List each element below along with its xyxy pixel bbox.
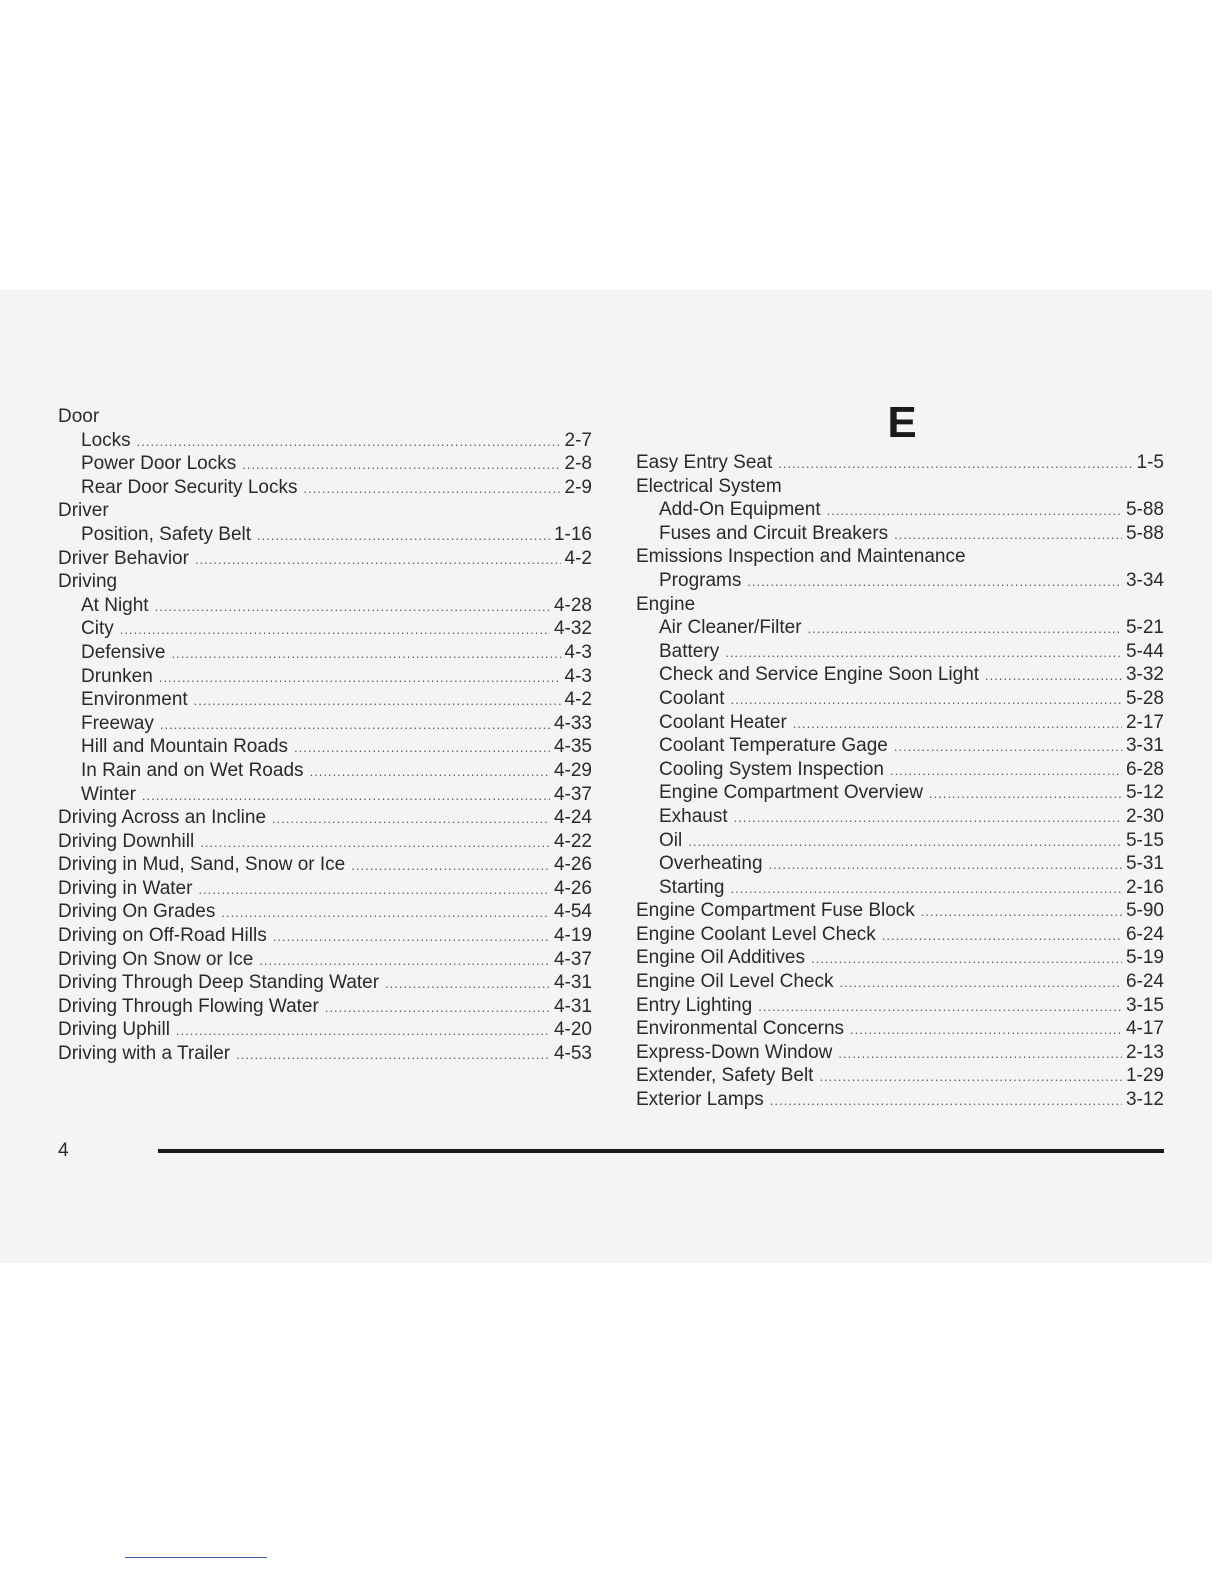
entry-page-ref: 1-16 [553, 523, 592, 545]
dot-leader [120, 618, 550, 642]
entry-page-ref: 4-2 [564, 547, 592, 569]
dot-leader [840, 971, 1122, 995]
entry-page-ref: 4-28 [553, 594, 592, 616]
dot-leader [758, 995, 1122, 1019]
entry-page-ref: 5-28 [1125, 687, 1164, 709]
dot-leader [257, 524, 550, 548]
entry-label: Driving On Snow or Ice [58, 948, 254, 970]
entry-label: Easy Entry Seat [636, 452, 773, 473]
dot-leader [793, 712, 1122, 736]
entry-label: Extender, Safety Belt [636, 1065, 814, 1087]
dot-leader [747, 570, 1122, 594]
entry-label: Environment [81, 689, 188, 711]
index-subentry [58, 712, 592, 736]
index-entry [636, 475, 1164, 499]
entry-page-ref: 2-17 [1125, 711, 1164, 733]
entry-label: Driving in Water [58, 877, 193, 899]
entry-label: Engine Oil Additives [636, 947, 805, 969]
index-subentry [636, 640, 1164, 664]
dot-leader [303, 477, 560, 501]
index-entry [58, 971, 592, 995]
dot-leader [236, 1043, 550, 1067]
entry-page-ref: 3-31 [1125, 735, 1164, 757]
dot-leader [259, 949, 550, 973]
entry-page-ref: 6-24 [1125, 923, 1164, 945]
entry-label: Freeway [81, 712, 154, 734]
entry-label: Check and Service Engine Soon Light [659, 664, 980, 686]
index-subentry [58, 476, 592, 500]
dot-leader [221, 901, 550, 925]
entry-page-ref: 4-3 [564, 665, 592, 687]
dot-leader [894, 735, 1122, 759]
entry-label: Hill and Mountain Roads [81, 736, 289, 758]
entry-page-ref: 5-31 [1125, 853, 1164, 875]
dot-leader [929, 782, 1122, 806]
entry-label: Engine Compartment Overview [659, 782, 923, 804]
entry-label: Driving with a Trailer [58, 1043, 231, 1065]
entry-label: Drunken [81, 665, 153, 687]
entry-page-ref: 4-24 [553, 807, 592, 829]
entry-label: Rear Door Security Locks [81, 476, 298, 498]
dot-leader [142, 784, 550, 808]
entry-label: Emissions Inspection and Maintenance [636, 546, 966, 568]
dot-leader [200, 831, 550, 855]
index-entry [58, 1018, 592, 1042]
index-subentry [58, 735, 592, 759]
index-subentry [58, 452, 592, 476]
entry-label: Driving On Grades [58, 901, 216, 923]
entry-page-ref: 5-44 [1125, 640, 1164, 662]
entry-label: Oil [659, 829, 683, 851]
entry-page-ref: 2-7 [564, 429, 592, 451]
entry-page-ref: 4-19 [553, 925, 592, 947]
entry-label: Driving on Off-Road Hills [58, 925, 267, 947]
index-subentry [58, 759, 592, 783]
index-subentry [636, 781, 1164, 805]
index-entry [58, 499, 592, 523]
dot-leader [310, 760, 550, 784]
index-subentry [58, 429, 592, 453]
entry-label: Programs [659, 569, 742, 591]
page-number: 4 [58, 1140, 69, 1161]
index-entry [636, 1064, 1164, 1088]
entry-label: Driving [58, 571, 118, 593]
dot-leader [850, 1018, 1122, 1042]
entry-label: Engine Compartment Fuse Block [636, 900, 915, 922]
dot-leader [294, 736, 550, 760]
entry-label: Driving in Mud, Sand, Snow or Ice [58, 854, 346, 876]
entry-page-ref: 4-3 [564, 641, 592, 663]
index-entry [636, 1041, 1164, 1065]
index-subentry [636, 829, 1164, 853]
entry-label: Coolant Temperature Gage [659, 735, 888, 757]
entry-page-ref: 4-32 [553, 618, 592, 640]
dot-leader [195, 548, 561, 572]
index-entry [58, 900, 592, 924]
index-subentry [636, 498, 1164, 522]
entry-label: Environmental Concerns [636, 1018, 845, 1040]
entry-page-ref: 4-35 [553, 736, 592, 758]
entry-page-ref: 2-30 [1125, 805, 1164, 827]
index-subentry [636, 569, 1164, 593]
dot-leader [159, 666, 561, 690]
entry-label: Fuses and Circuit Breakers [659, 522, 889, 544]
dot-leader [198, 878, 550, 902]
index-entry [636, 545, 1164, 569]
entry-label: Overheating [659, 853, 763, 875]
entry-page-ref: 6-24 [1125, 971, 1164, 993]
index-subentry [58, 523, 592, 547]
index-entry [58, 877, 592, 901]
dot-leader [734, 806, 1122, 830]
entry-label: Defensive [81, 641, 166, 663]
entry-label: At Night [81, 594, 149, 616]
entry-page-ref: 2-9 [564, 476, 592, 498]
index-entry [58, 853, 592, 877]
dot-leader [921, 900, 1122, 924]
dot-leader [176, 1019, 550, 1043]
entry-label: City [81, 618, 114, 640]
entry-page-ref: 4-2 [564, 689, 592, 711]
index-subentry [58, 665, 592, 689]
entry-label: Driving Through Flowing Water [58, 995, 319, 1017]
index-subentry [58, 783, 592, 807]
dot-leader [731, 688, 1122, 712]
entry-page-ref: 4-22 [553, 830, 592, 852]
index-subentry [636, 734, 1164, 758]
entry-label: Electrical System [636, 475, 782, 497]
dot-leader [819, 1065, 1122, 1089]
entry-page-ref: 4-29 [553, 759, 592, 781]
index-subentry [58, 641, 592, 665]
index-subentry [58, 594, 592, 618]
index-subentry [636, 876, 1164, 900]
index-entry [58, 1042, 592, 1066]
index-entry [58, 830, 592, 854]
index-entry [58, 405, 592, 429]
dot-leader [155, 595, 550, 619]
entry-page-ref: 5-88 [1125, 522, 1164, 544]
entry-label: Express-Down Window [636, 1041, 833, 1063]
entry-label: Driver Behavior [58, 547, 189, 569]
index-entry [636, 994, 1164, 1018]
index-entry [58, 948, 592, 972]
index-entry [58, 995, 592, 1019]
entry-page-ref: 1-29 [1125, 1065, 1164, 1087]
index-entry [636, 923, 1164, 947]
dot-leader [778, 452, 1132, 476]
entry-label: Exterior Lamps [636, 1089, 764, 1111]
entry-label: Coolant [659, 687, 725, 709]
entry-label: Driver [58, 500, 109, 522]
dot-leader [894, 523, 1122, 547]
entry-label: Battery [659, 640, 720, 662]
entry-page-ref: 4-20 [553, 1019, 592, 1041]
entry-label: Driving Uphill [58, 1019, 170, 1041]
entry-page-ref: 5-21 [1125, 617, 1164, 639]
index-subentry [636, 852, 1164, 876]
index-subentry [636, 616, 1164, 640]
dot-leader [194, 689, 561, 713]
dot-leader [769, 853, 1122, 877]
index-entry [58, 570, 592, 594]
dot-leader [811, 947, 1122, 971]
entry-page-ref: 2-16 [1125, 876, 1164, 898]
dot-leader [827, 499, 1122, 523]
index-entry [636, 899, 1164, 923]
entry-page-ref: 4-31 [553, 972, 592, 994]
dot-leader [725, 641, 1122, 665]
index-entry [58, 806, 592, 830]
entry-page-ref: 5-88 [1125, 499, 1164, 521]
entry-label: Position, Safety Belt [81, 523, 252, 545]
entry-label: Winter [81, 783, 136, 805]
index-subentry [636, 711, 1164, 735]
index-subentry [636, 663, 1164, 687]
dot-leader [160, 713, 550, 737]
entry-label: Driving Downhill [58, 830, 195, 852]
entry-label: In Rain and on Wet Roads [81, 759, 304, 781]
footer-rule [158, 1149, 1164, 1153]
entry-page-ref: 4-54 [553, 901, 592, 923]
entry-page-ref: 3-34 [1125, 569, 1164, 591]
entry-page-ref: 2-8 [564, 453, 592, 475]
entry-label: Door [58, 406, 100, 427]
entry-page-ref: 6-28 [1125, 758, 1164, 780]
dot-leader [808, 617, 1122, 641]
index-subentry [58, 688, 592, 712]
entry-label: Air Cleaner/Filter [659, 617, 802, 639]
index-entry [636, 946, 1164, 970]
dot-leader [730, 877, 1121, 901]
index-entry [58, 924, 592, 948]
entry-label: Engine Oil Level Check [636, 971, 834, 993]
entry-page-ref: 3-12 [1125, 1089, 1164, 1111]
dot-leader [838, 1042, 1122, 1066]
dot-leader [985, 664, 1122, 688]
index-subentry [636, 805, 1164, 829]
dot-leader [137, 430, 561, 454]
entry-label: Cooling System Inspection [659, 758, 884, 780]
dot-leader [325, 996, 550, 1020]
bottom-underline [125, 1557, 267, 1558]
dot-leader [770, 1089, 1122, 1113]
index-entry [636, 593, 1164, 617]
entry-page-ref: 5-90 [1125, 900, 1164, 922]
entry-page-ref: 4-37 [553, 783, 592, 805]
dot-leader [688, 830, 1122, 854]
entry-page-ref: 1-5 [1136, 452, 1164, 473]
entry-label: Starting [659, 876, 725, 898]
dot-leader [890, 759, 1122, 783]
entry-page-ref: 5-15 [1125, 829, 1164, 851]
dot-leader [172, 642, 561, 666]
index-subentry [636, 758, 1164, 782]
dot-leader [351, 854, 550, 878]
entry-page-ref: 5-12 [1125, 782, 1164, 804]
dot-leader [882, 924, 1122, 948]
index-entry [636, 970, 1164, 994]
dot-leader [242, 453, 560, 477]
entry-page-ref: 2-13 [1125, 1041, 1164, 1063]
entry-label: Exhaust [659, 805, 728, 827]
entry-page-ref: 4-33 [553, 712, 592, 734]
entry-page-ref: 5-19 [1125, 947, 1164, 969]
entry-page-ref: 3-15 [1125, 994, 1164, 1016]
index-column-left [58, 405, 592, 1066]
entry-page-ref: 4-17 [1125, 1018, 1164, 1040]
entry-label: Driving Across an Incline [58, 807, 267, 829]
dot-leader [385, 972, 550, 996]
index-column-right [636, 451, 1164, 1112]
dot-leader [273, 925, 550, 949]
index-subentry [58, 617, 592, 641]
entry-label: Engine [636, 593, 696, 615]
entry-label: Coolant Heater [659, 711, 787, 733]
index-entry [636, 1088, 1164, 1112]
entry-page-ref: 4-26 [553, 854, 592, 876]
entry-label: Locks [81, 429, 131, 451]
entry-label: Add-On Equipment [659, 499, 821, 521]
entry-page-ref: 3-32 [1125, 664, 1164, 686]
entry-page-ref: 4-31 [553, 995, 592, 1017]
entry-label: Power Door Locks [81, 453, 237, 475]
index-entry [58, 547, 592, 571]
index-subentry [636, 522, 1164, 546]
index-subentry [636, 687, 1164, 711]
entry-page-ref: 4-53 [553, 1043, 592, 1065]
section-letter-heading: E [887, 398, 917, 447]
dot-leader [272, 807, 550, 831]
index-entry [636, 451, 1164, 475]
entry-label: Entry Lighting [636, 994, 753, 1016]
index-entry [636, 1017, 1164, 1041]
entry-page-ref: 4-37 [553, 948, 592, 970]
entry-label: Driving Through Deep Standing Water [58, 972, 380, 994]
entry-label: Engine Coolant Level Check [636, 923, 876, 945]
entry-page-ref: 4-26 [553, 877, 592, 899]
